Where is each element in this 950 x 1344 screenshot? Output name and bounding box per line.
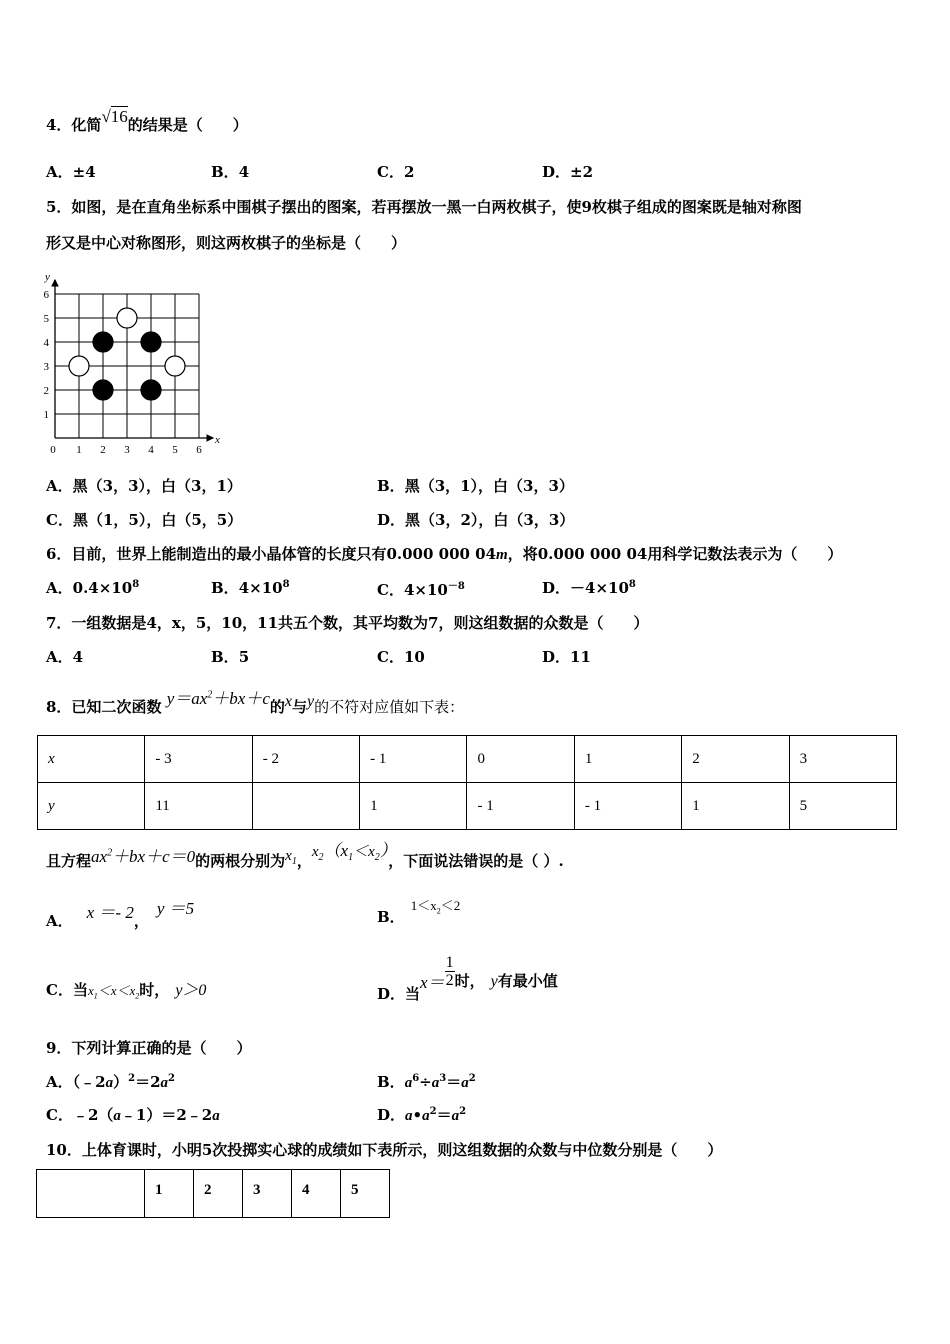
q8-value-table	[37, 735, 897, 830]
q9-option-a: A．$(﹣2a)^2=2a^2$	[46, 1073, 175, 1091]
q8-option-a: A． x ＝- 2，y ＝5	[46, 899, 195, 930]
table-cell: 5	[789, 783, 896, 830]
x-tick-label: 3	[124, 444, 130, 456]
y-tick-label: 1	[43, 409, 49, 421]
x-axis-label: x	[215, 434, 220, 446]
table-cell: - 1	[467, 783, 574, 830]
table-cell	[252, 783, 359, 830]
q4-radicand: 16	[110, 107, 128, 126]
black-stone	[93, 332, 113, 352]
table-cell: - 3	[145, 736, 252, 783]
table-row	[38, 783, 897, 830]
q8-option-d: D．当x＝ $\frac{1}{2}$ 时， y有最小值	[377, 954, 558, 1003]
q10-score-table	[36, 1169, 390, 1218]
table-cell: 5	[341, 1170, 390, 1218]
q7-option-d: D．11	[542, 648, 591, 666]
table-cell: - 1	[360, 736, 467, 783]
q4-suffix: 的结果是（ ）	[127, 116, 248, 134]
q6-option-a: A．$0.4\times 10^8$	[46, 579, 140, 597]
q7-option-a: A．4	[46, 648, 84, 666]
y-tick-label: 4	[43, 337, 49, 349]
q8-option-b: B．$1<x_2<2$	[377, 898, 461, 926]
black-stone	[93, 380, 113, 400]
table-cell: 4	[292, 1170, 341, 1218]
q8-equation: $ax^2+bx+c=0$	[91, 847, 196, 866]
q8-stem: 8．已知二次函数 $y=ax^2+bx+c$的x与y的不符对应值如下表：	[46, 689, 465, 716]
q8-option-c: C．当$x_1<x<x_2$时， y＞0	[46, 981, 207, 1001]
q5-stem-line1: 5．如图，是在直角坐标系中围棋子摆出的图案，若再摆放一黑一白两枚棋子，使9枚棋子组成的图案既是轴对称图	[46, 198, 802, 216]
q4-option-a: A．±4	[46, 163, 96, 181]
table-cell: 1	[574, 736, 681, 783]
q4-option-d: D．±2	[542, 163, 594, 181]
q9-option-b: B．$a^6\div a^3=a^2$	[377, 1073, 476, 1091]
q6-option-b: B．$4\times 10^8$	[211, 579, 290, 597]
y-axis-arrow	[52, 280, 58, 286]
q5-option-a: A．黑（3，3），白（3，1）	[46, 477, 242, 495]
black-stone	[141, 380, 161, 400]
q7-option-c: C．10	[377, 648, 425, 666]
y-tick-label: 5	[43, 313, 49, 325]
q9-stem: 9．下列计算正确的是（ ）	[46, 1039, 252, 1057]
white-stone	[69, 356, 89, 376]
x-tick-label: 5	[172, 444, 178, 456]
q4-option-b: B．4	[211, 163, 250, 181]
table-cell: x	[38, 736, 145, 783]
q5-option-c: C．黑（1，5），白（5，5）	[46, 511, 243, 529]
q4-option-c: C．2	[377, 163, 415, 181]
table-cell: 1	[360, 783, 467, 830]
q6-stem: 6．目前，世界上能制造出的最小晶体管的长度只有0.000 000 04m，将0.000 000 04用科学记数法表示为（ ）	[46, 545, 843, 563]
q5-option-d: D．黑（3，2），白（3，3）	[377, 511, 575, 529]
q7-option-b: B．5	[211, 648, 250, 666]
black-stone	[141, 332, 161, 352]
q5-go-board-figure	[40, 266, 240, 456]
y-tick-label: 2	[43, 385, 49, 397]
q9-option-c: C．﹣2（a﹣1）＝2﹣2a	[46, 1106, 220, 1124]
x-tick-label: 6	[196, 444, 202, 456]
q6-option-d: D．$-4\times 10^8$	[542, 579, 636, 597]
table-cell	[37, 1170, 145, 1218]
white-stone	[165, 356, 185, 376]
table-cell: - 2	[252, 736, 359, 783]
y-tick-label: 3	[43, 361, 49, 373]
q8-function: $y=ax^2+bx+c$	[166, 689, 270, 708]
q6-option-c: C．$4\times 10^{-8}$	[377, 581, 465, 599]
table-cell: 0	[467, 736, 574, 783]
x-axis-arrow	[207, 435, 213, 441]
y-tick-label: 6	[43, 289, 49, 301]
table-cell: 1	[145, 1170, 194, 1218]
table-cell: 1	[682, 783, 789, 830]
y-axis-label: y	[45, 271, 50, 283]
q4-stem	[46, 107, 248, 135]
table-cell: y	[38, 783, 145, 830]
x-tick-label: 0	[50, 444, 56, 456]
table-cell: 2	[194, 1170, 243, 1218]
q7-stem: 7．一组数据是4，x，5，10，11共五个数，其平均数为7，则这组数据的众数是（ ）	[46, 614, 649, 632]
sqrt-sign: √16	[101, 107, 128, 126]
table-row	[38, 736, 897, 783]
white-stone	[117, 308, 137, 328]
q4-prefix: 4．化简	[46, 116, 102, 134]
table-cell: 3	[789, 736, 896, 783]
x-tick-label: 1	[76, 444, 82, 456]
q8-condition: 且方程$ax^2+bx+c=0$的两根分别为$x_1$，$x_2(x_1<x_2)$，下面说法错误的是（ ）.	[46, 841, 564, 870]
q5-stem-line2: 形又是中心对称图形，则这两枚棋子的坐标是（ ）	[46, 234, 407, 252]
table-cell: 3	[243, 1170, 292, 1218]
q10-stem: 10．上体育课时，小明5次投掷实心球的成绩如下表所示，则这组数据的众数与中位数分别是（ ）	[46, 1141, 723, 1159]
x-tick-label: 2	[100, 444, 106, 456]
q9-option-d: D．$a•a^2=a^2$	[377, 1106, 467, 1124]
table-cell: - 1	[574, 783, 681, 830]
q5-option-b: B．黑（3，1），白（3，3）	[377, 477, 574, 495]
x-tick-label: 4	[148, 444, 154, 456]
table-cell: 2	[682, 736, 789, 783]
table-cell: 11	[145, 783, 252, 830]
table-row	[37, 1170, 390, 1218]
